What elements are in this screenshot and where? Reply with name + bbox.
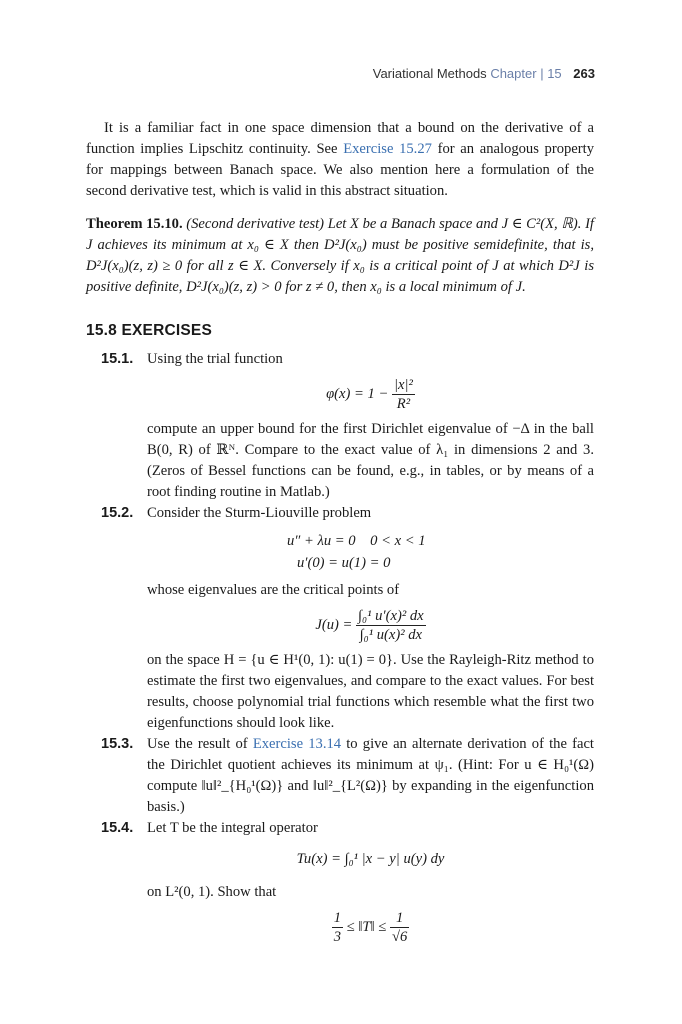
exercise-text: on the space H = {u ∈ H¹(0, 1): u(1) = 0}. Use the Rayleigh-Ritz method to estimate the first two eigenvalues, and compare to the exact values. For best results, choose polynomial trial functions which resemble what the first two eigenfunctions should look like.	[147, 652, 594, 731]
fraction-denominator: R²	[396, 396, 411, 412]
fraction-denominator: √6	[391, 929, 408, 945]
exercise-15-3	[86, 734, 594, 818]
exercise-text: compute an upper bound for the first Dirichlet eigenvalue of −Δ in the ball B(0, R) of ℝᴺ. Compare to the exact value of λ₁ in dimensions 2 and 3. (Zeros of Bessel functions can be found, e.g., in tables, or by means of a root finding routine in Matlab.)	[147, 421, 594, 500]
intro-text-a: It is a familiar fact in one space dimension that a bound on the derivative of a function implies Lipschitz continuity. See	[86, 120, 594, 157]
theorem-statement: Let X be a Banach space and J ∈ C²(X, ℝ). If J achieves its minimum at x₀ ∈ X then D²J(x₀) must be positive semidefinite, that is, D²J(x₀)(z, z) ≥ 0 for all z ∈ X. Conversely if x₀ is a critical point of J at which D²J is positive definite, D²J(x₀)(z, z) > 0 for z ≠ 0, then x₀ is a local minimum of J.	[86, 216, 594, 295]
trial-function-equation	[147, 376, 594, 413]
page-body	[86, 118, 594, 952]
exercise-number: 15.2.	[101, 505, 134, 521]
exercise-15-2	[86, 503, 594, 734]
chapter-label: Chapter	[490, 66, 537, 81]
theorem-15-10	[86, 214, 594, 298]
equation-lhs: φ(x) = 1 −	[326, 385, 389, 402]
theorem-title: (Second derivative test)	[186, 216, 325, 232]
fraction-left	[332, 909, 343, 946]
sturm-liouville-system	[287, 530, 594, 574]
fraction-denominator: ∫₀¹ u(x)² dx	[359, 627, 423, 643]
link-exercise-15-27[interactable]: Exercise 15.27	[343, 141, 432, 157]
fraction-numerator: |x|²	[393, 377, 413, 393]
equation-lhs: J(u) =	[315, 616, 353, 633]
intro-paragraph	[86, 118, 594, 202]
inequality-middle: ≤ ‖T‖ ≤	[346, 918, 387, 935]
exercise-number: 15.1.	[101, 351, 134, 367]
exercise-text-b: to give an alternate derivation of the fact the Dirichlet quotient achieves its minimum at ψ₁. (Hint: For u ∈ H₀¹(Ω) compute ‖u‖²_{H₀¹(Ω)} and ‖u‖²_{L²(Ω)} by expanding in the eigenfunction basis.)	[147, 736, 594, 815]
fraction-right	[390, 909, 409, 946]
exercise-lead: Let T be the integral operator	[147, 820, 318, 836]
header-separator: |	[540, 66, 544, 81]
exercise-number: 15.4.	[101, 820, 134, 836]
link-exercise-13-14[interactable]: Exercise 13.14	[252, 736, 342, 752]
fraction-numerator: 1	[390, 909, 409, 928]
exercise-mid: on L²(0, 1). Show that	[147, 884, 277, 900]
page-number: 263	[573, 66, 595, 81]
fraction	[392, 376, 415, 413]
exercise-number: 15.3.	[101, 736, 134, 752]
fraction-numerator: 1	[333, 910, 342, 926]
running-header	[373, 66, 595, 81]
fraction	[356, 607, 426, 644]
exercise-15-4	[86, 818, 594, 946]
exercise-lead: Using the trial function	[147, 351, 283, 367]
fraction-numerator: ∫₀¹ u′(x)² dx	[358, 608, 424, 624]
system-line-2: u′(0) = u(1) = 0	[297, 555, 391, 571]
fraction-denominator: 3	[333, 929, 342, 945]
exercise-text	[147, 734, 594, 818]
chapter-number: 15	[547, 66, 562, 81]
exercise-15-1	[86, 349, 594, 503]
section-heading: 15.8 EXERCISES	[86, 322, 212, 339]
running-title: Variational Methods	[372, 66, 487, 81]
exercise-text-a: Use the result of	[147, 736, 253, 752]
system-line-1: u″ + λu = 0 0 < x < 1	[287, 533, 426, 549]
exercise-mid: whose eigenvalues are the critical points of	[147, 582, 400, 598]
norm-inequality	[147, 909, 594, 946]
theorem-label: Theorem 15.10.	[86, 216, 183, 232]
exercise-lead: Consider the Sturm-Liouville problem	[147, 505, 372, 521]
intro-text-b: for an analogous property for mappings between Banach space. We also mention here a formulation of the second derivative test, which is valid in this abstract situation.	[86, 141, 594, 199]
integral-operator-equation: Tu(x) = ∫₀¹ |x − y| u(y) dy	[296, 851, 445, 867]
rayleigh-quotient-equation	[147, 607, 594, 644]
